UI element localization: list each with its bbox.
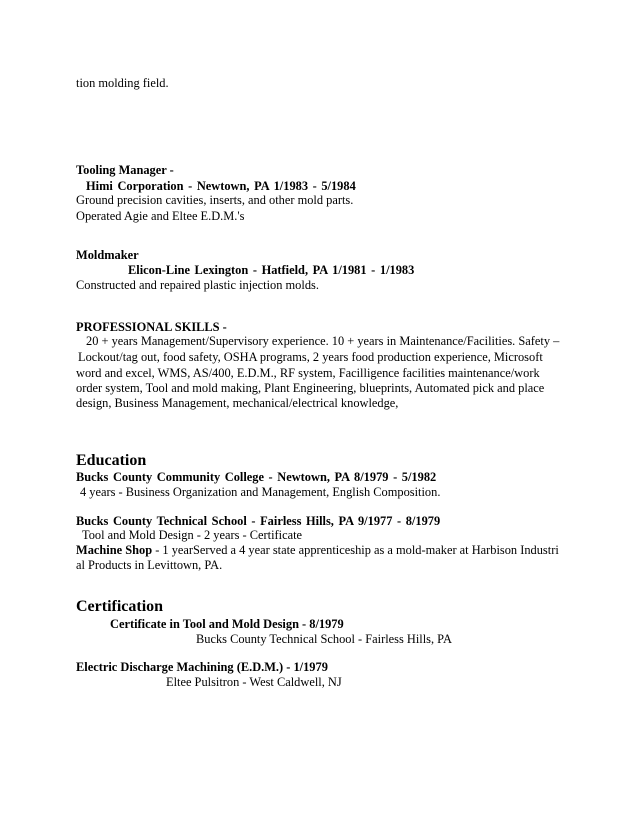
- school-detail: Tool and Mold Design - 2 years - Certificate: [82, 528, 303, 542]
- skills-line: Lockout/tag out, food safety, OSHA programs, 2 years food production experience, Microsoft: [78, 350, 543, 364]
- school-detail: 4 years - Business Organization and Management, English Composition.: [80, 485, 441, 499]
- education-heading: Education: [76, 452, 147, 469]
- machine-shop-line: [76, 543, 559, 558]
- certification-heading: Certification: [76, 598, 164, 615]
- skills-line: design, Business Management, mechanical/electrical knowledge,: [76, 396, 399, 410]
- certificate-issuer: Eltee Pulsitron - West Caldwell, NJ: [166, 675, 342, 689]
- skills-line: order system, Tool and mold making, Plant Engineering, blueprints, Automated pick and place: [76, 381, 545, 395]
- employer-himi: Himi Corporation - Newtown, PA 1/1983 - 5/1984: [86, 179, 356, 193]
- certificate-title: Certificate in Tool and Mold Design - 8/1979: [110, 617, 344, 631]
- machine-shop-continuation: al Products in Levittown, PA.: [76, 558, 223, 572]
- school-name: Bucks County Community College - Newtown, PA 8/1979 - 5/1982: [76, 470, 437, 484]
- skills-heading: PROFESSIONAL SKILLS -: [76, 320, 227, 334]
- job-detail: Operated Agie and Eltee E.D.M.'s: [76, 209, 245, 223]
- skills-line: word and excel, WMS, AS/400, E.D.M., RF system, Facilligence facilities maintenance/work: [76, 366, 540, 380]
- intro-fragment: tion molding field.: [76, 76, 169, 90]
- certificate-issuer: Bucks County Technical School - Fairless Hills, PA: [196, 632, 452, 646]
- employer-elicon: Elicon-Line Lexington - Hatfield, PA 1/1981 - 1/1983: [128, 263, 415, 277]
- school-name: Bucks County Technical School - Fairless Hills, PA 9/1977 - 8/1979: [76, 514, 441, 528]
- job-detail: Constructed and repaired plastic injection molds.: [76, 278, 319, 292]
- job-title-moldmaker: Moldmaker: [76, 248, 139, 262]
- job-title-tooling-manager: Tooling Manager -: [76, 163, 174, 177]
- job-detail: Ground precision cavities, inserts, and other mold parts.: [76, 193, 354, 207]
- skills-line: 20 + years Management/Supervisory experience. 10 + years in Maintenance/Facilities. Safety –: [86, 334, 560, 348]
- machine-shop-text: - 1 yearServed a 4 year state apprenticeship as a mold-maker at Harbison Industri: [152, 543, 559, 557]
- certificate-title: Electric Discharge Machining (E.D.M.) - 1/1979: [76, 660, 328, 674]
- machine-shop-label: Machine Shop: [76, 543, 153, 557]
